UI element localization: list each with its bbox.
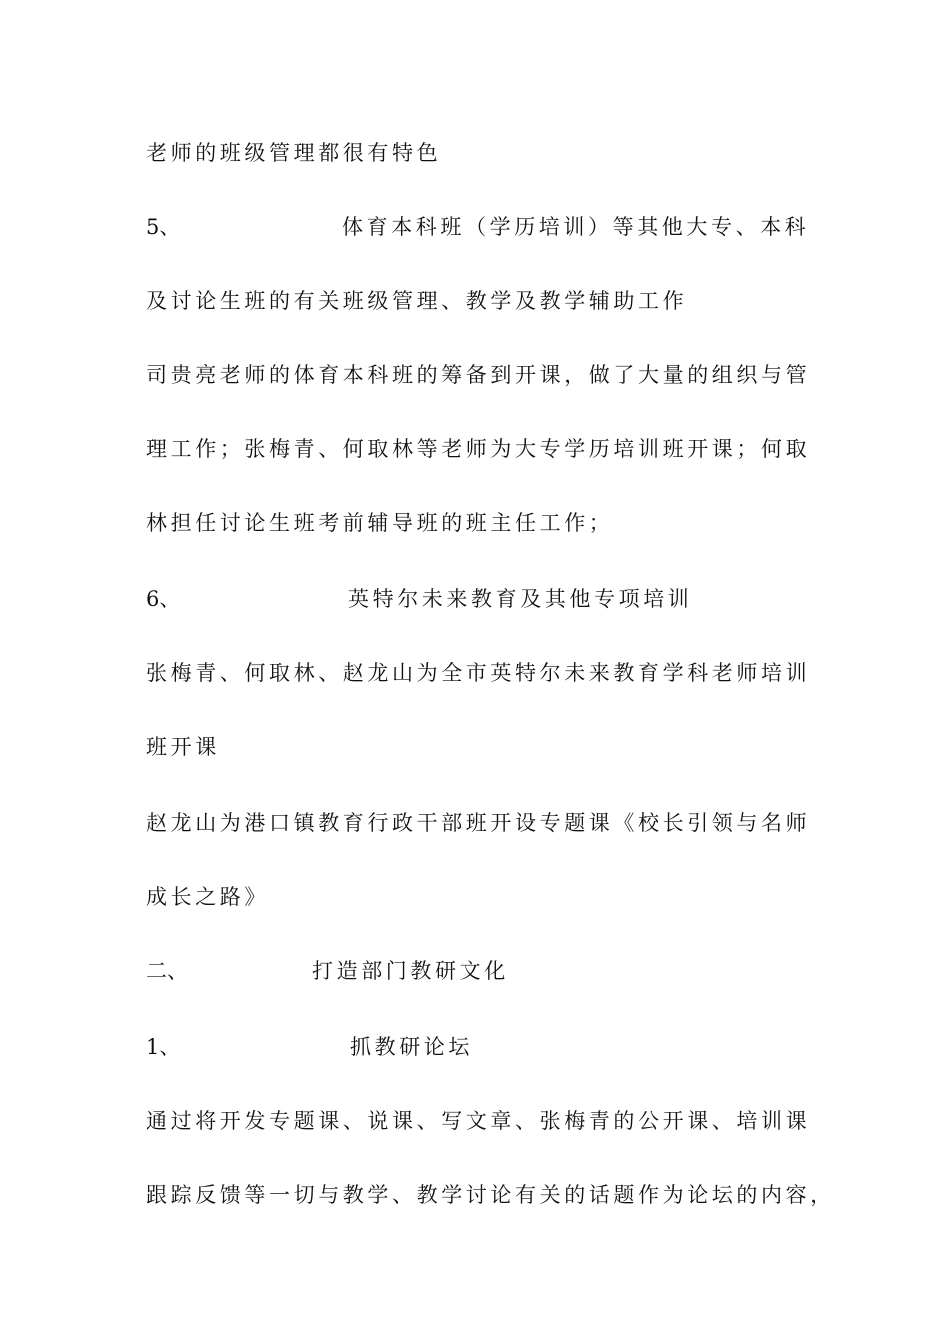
section-heading: 体育本科班（学历培训）等其他大专、本科 — [342, 215, 810, 239]
paragraph-line: 司贵亮老师的体育本科班的筹备到开课，做了大量的组织与管 — [146, 363, 811, 387]
section-number: 5、 — [146, 215, 181, 239]
paragraph-line: 老师的班级管理都很有特色 — [146, 141, 442, 165]
paragraph-line: 及讨论生班的有关班级管理、教学及教学辅助工作 — [146, 289, 688, 313]
section-number: 6、 — [146, 587, 181, 611]
section-number: 二、 — [146, 959, 188, 983]
paragraph-line: 赵龙山为港口镇教育行政干部班开设专题课《校长引领与名师 — [146, 811, 811, 835]
paragraph-line: 跟踪反馈等一切与教学、教学讨论有关的话题作为论坛的内容， — [146, 1183, 835, 1207]
paragraph-line: 理工作；张梅青、何取林等老师为大专学历培训班开课；何取 — [146, 437, 811, 461]
paragraph-line: 成长之路》 — [146, 885, 269, 909]
paragraph-line: 班开课 — [146, 735, 220, 759]
section-heading: 抓教研论坛 — [350, 1035, 473, 1059]
section-heading: 打造部门教研文化 — [312, 959, 509, 983]
section-number: 1、 — [146, 1035, 181, 1059]
paragraph-line: 通过将开发专题课、说课、写文章、张梅青的公开课、培训课 — [146, 1109, 811, 1133]
paragraph-line: 林担任讨论生班考前辅导班的班主任工作； — [146, 511, 614, 535]
section-heading: 英特尔未来教育及其他专项培训 — [348, 587, 693, 611]
paragraph-line: 张梅青、何取林、赵龙山为全市英特尔未来教育学科老师培训 — [146, 661, 811, 685]
